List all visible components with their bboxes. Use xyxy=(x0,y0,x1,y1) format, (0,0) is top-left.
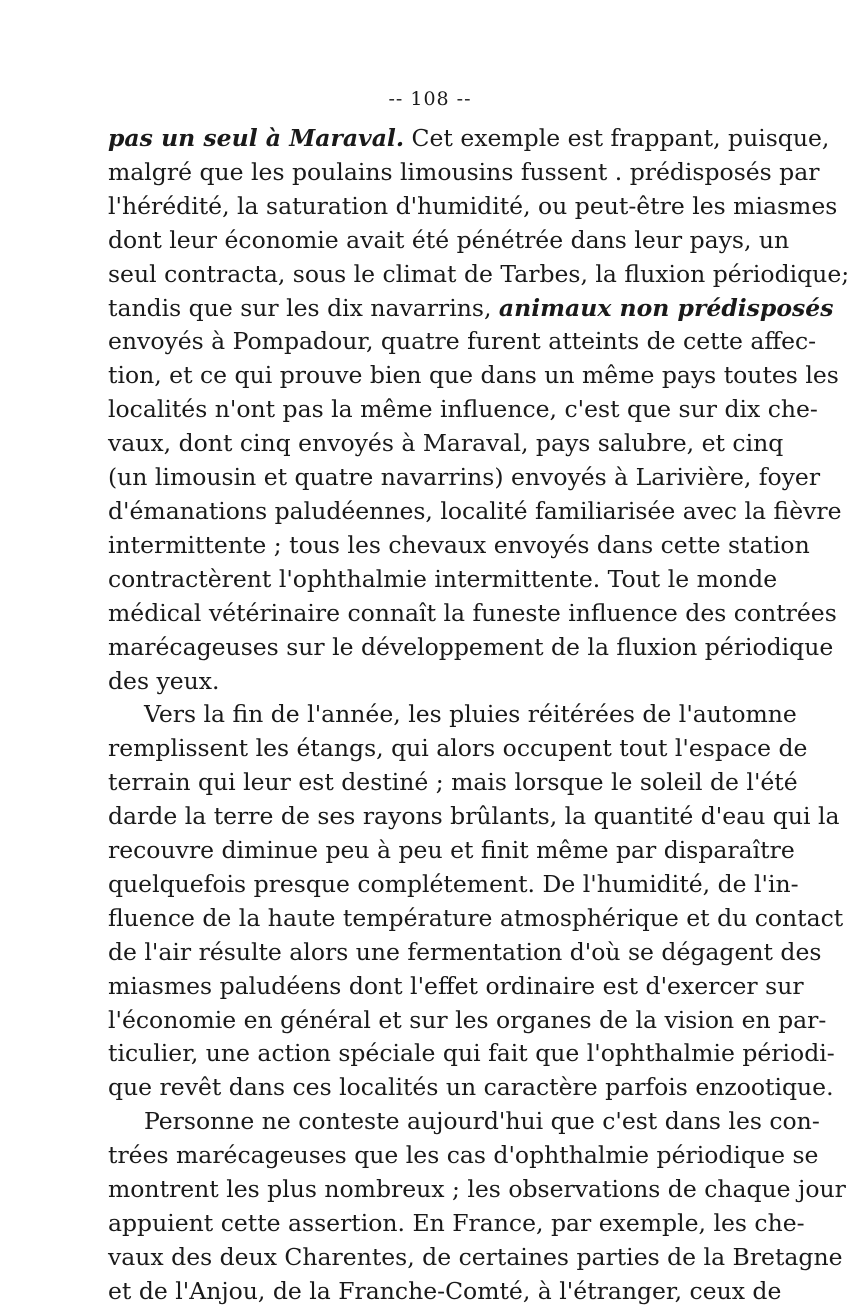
text-run: l'économie en général et sur les organes de la vision en par- xyxy=(108,1005,827,1034)
text-line xyxy=(108,868,799,902)
text-line xyxy=(108,936,822,970)
text-run: fluence de la haute température atmosphérique et du contact xyxy=(108,903,844,932)
text-line xyxy=(108,732,808,766)
text-line xyxy=(108,190,838,224)
text-run: recouvre diminue peu à peu et finit même par disparaître xyxy=(108,836,795,865)
text-line xyxy=(108,359,839,393)
text-line xyxy=(108,325,817,359)
text-line xyxy=(108,258,849,292)
text-line xyxy=(108,1139,819,1173)
text-run: l'hérédité, la saturation d'humidité, ou peut-être les miasmes xyxy=(108,191,838,220)
text-run: tandis que sur les dix navarrins, xyxy=(108,293,499,322)
text-line xyxy=(108,665,756,699)
text-run: que revêt dans ces localités un caractère parfois enzootique. xyxy=(108,1073,834,1102)
text-line xyxy=(108,427,784,461)
text-line xyxy=(108,597,837,631)
text-run: Personne ne conteste aujourd'hui que c'est dans les con- xyxy=(144,1107,820,1136)
text-run: remplissent les étangs, qui alors occupent tout l'espace de xyxy=(108,734,808,763)
text-line xyxy=(108,902,844,936)
text-line xyxy=(108,224,790,258)
text-line xyxy=(108,563,778,597)
text-line xyxy=(108,1037,835,1071)
text-run: envoyés à Pompadour, quatre furent atteints de cette affec- xyxy=(108,327,817,356)
text-line xyxy=(108,1004,827,1038)
text-run: contractèrent l'ophthalmie intermittente. Tout le monde xyxy=(108,564,778,593)
text-run: tion, et ce qui prouve bien que dans un même pays toutes les xyxy=(108,361,839,390)
text-run: vaux des deux Charentes, de certaines parties de la Bretagne xyxy=(108,1242,843,1271)
text-run: Vers la fin de l'année, les pluies réitérées de l'automne xyxy=(144,700,797,729)
text-line xyxy=(108,834,795,868)
text-run: et de l'Anjou, de la Franche-Comté, à l'étranger, ceux de xyxy=(108,1276,782,1305)
text-run: trées marécageuses que les cas d'ophthalmie périodique se xyxy=(108,1141,819,1170)
text-run: terrain qui leur est destiné ; mais lorsque le soleil de l'été xyxy=(108,768,798,797)
text-line xyxy=(108,1173,846,1207)
text-line xyxy=(108,1275,782,1309)
paragraph xyxy=(108,1105,846,1308)
text-line xyxy=(108,1241,843,1275)
text-line xyxy=(108,1207,805,1241)
text-run: dont leur économie avait été pénétrée dans leur pays, un xyxy=(108,225,790,254)
text-run: marécageuses sur le développement de la fluxion périodique xyxy=(108,632,834,661)
text-run: darde la terre de ses rayons brûlants, la quantité d'eau qui la xyxy=(108,802,840,831)
paragraph xyxy=(108,122,849,698)
text-line xyxy=(108,631,834,665)
text-run: médical vétérinaire connaît la funeste influence des contrées xyxy=(108,598,837,627)
page-number: -- 108 -- xyxy=(388,88,472,110)
text-line xyxy=(108,156,820,190)
text-run: d'émanations paludéennes, localité familiarisée avec la fièvre xyxy=(108,496,842,525)
text-line xyxy=(108,393,818,427)
paragraph xyxy=(108,698,844,1105)
text-run: appuient cette assertion. En France, par exemple, les che- xyxy=(108,1209,805,1237)
text-line xyxy=(108,292,834,326)
text-run: Cet exemple est frappant, puisque, xyxy=(404,124,830,152)
text-run: vaux, dont cinq envoyés à Maraval, pays salubre, et cinq xyxy=(108,429,784,458)
text-line xyxy=(108,766,798,800)
text-run: montrent les plus nombreux ; les observations de chaque jour xyxy=(108,1175,846,1204)
text-line xyxy=(108,698,797,732)
text-run: miasmes paludéens dont l'effet ordinaire est d'exercer sur xyxy=(108,971,804,1000)
text-run: de l'air résulte alors une fermentation d'où se dégagent des xyxy=(108,937,822,966)
text-line xyxy=(108,800,840,834)
text-line xyxy=(108,122,830,156)
text-run: seul contracta, sous le climat de Tarbes, la fluxion périodique; xyxy=(108,259,849,288)
emphasized-text: pas un seul à Maraval. xyxy=(108,124,405,152)
text-run: malgré que les poulains limousins fussent . prédisposés par xyxy=(108,157,820,186)
text-run: quelquefois presque complétement. De l'humidité, de l'in- xyxy=(108,869,799,898)
text-run: ticulier, une action spéciale qui fait que l'ophthalmie périodi- xyxy=(108,1039,835,1068)
text-run: localités n'ont pas la même influence, c'est que sur dix che- xyxy=(108,395,818,424)
text-line xyxy=(108,970,804,1004)
text-line xyxy=(108,1105,820,1139)
text-line xyxy=(108,495,842,529)
emphasized-text: animaux non prédisposés xyxy=(498,293,834,322)
text-run: des yeux. xyxy=(108,666,220,695)
text-run: (un limousin et quatre navarrins) envoyés à Larivière, foyer xyxy=(108,463,821,492)
text-line xyxy=(108,461,821,495)
body-text xyxy=(108,122,849,1309)
text-run: intermittente ; tous les chevaux envoyés dans cette station xyxy=(108,530,810,559)
text-line xyxy=(108,1071,834,1105)
text-line xyxy=(108,529,810,563)
